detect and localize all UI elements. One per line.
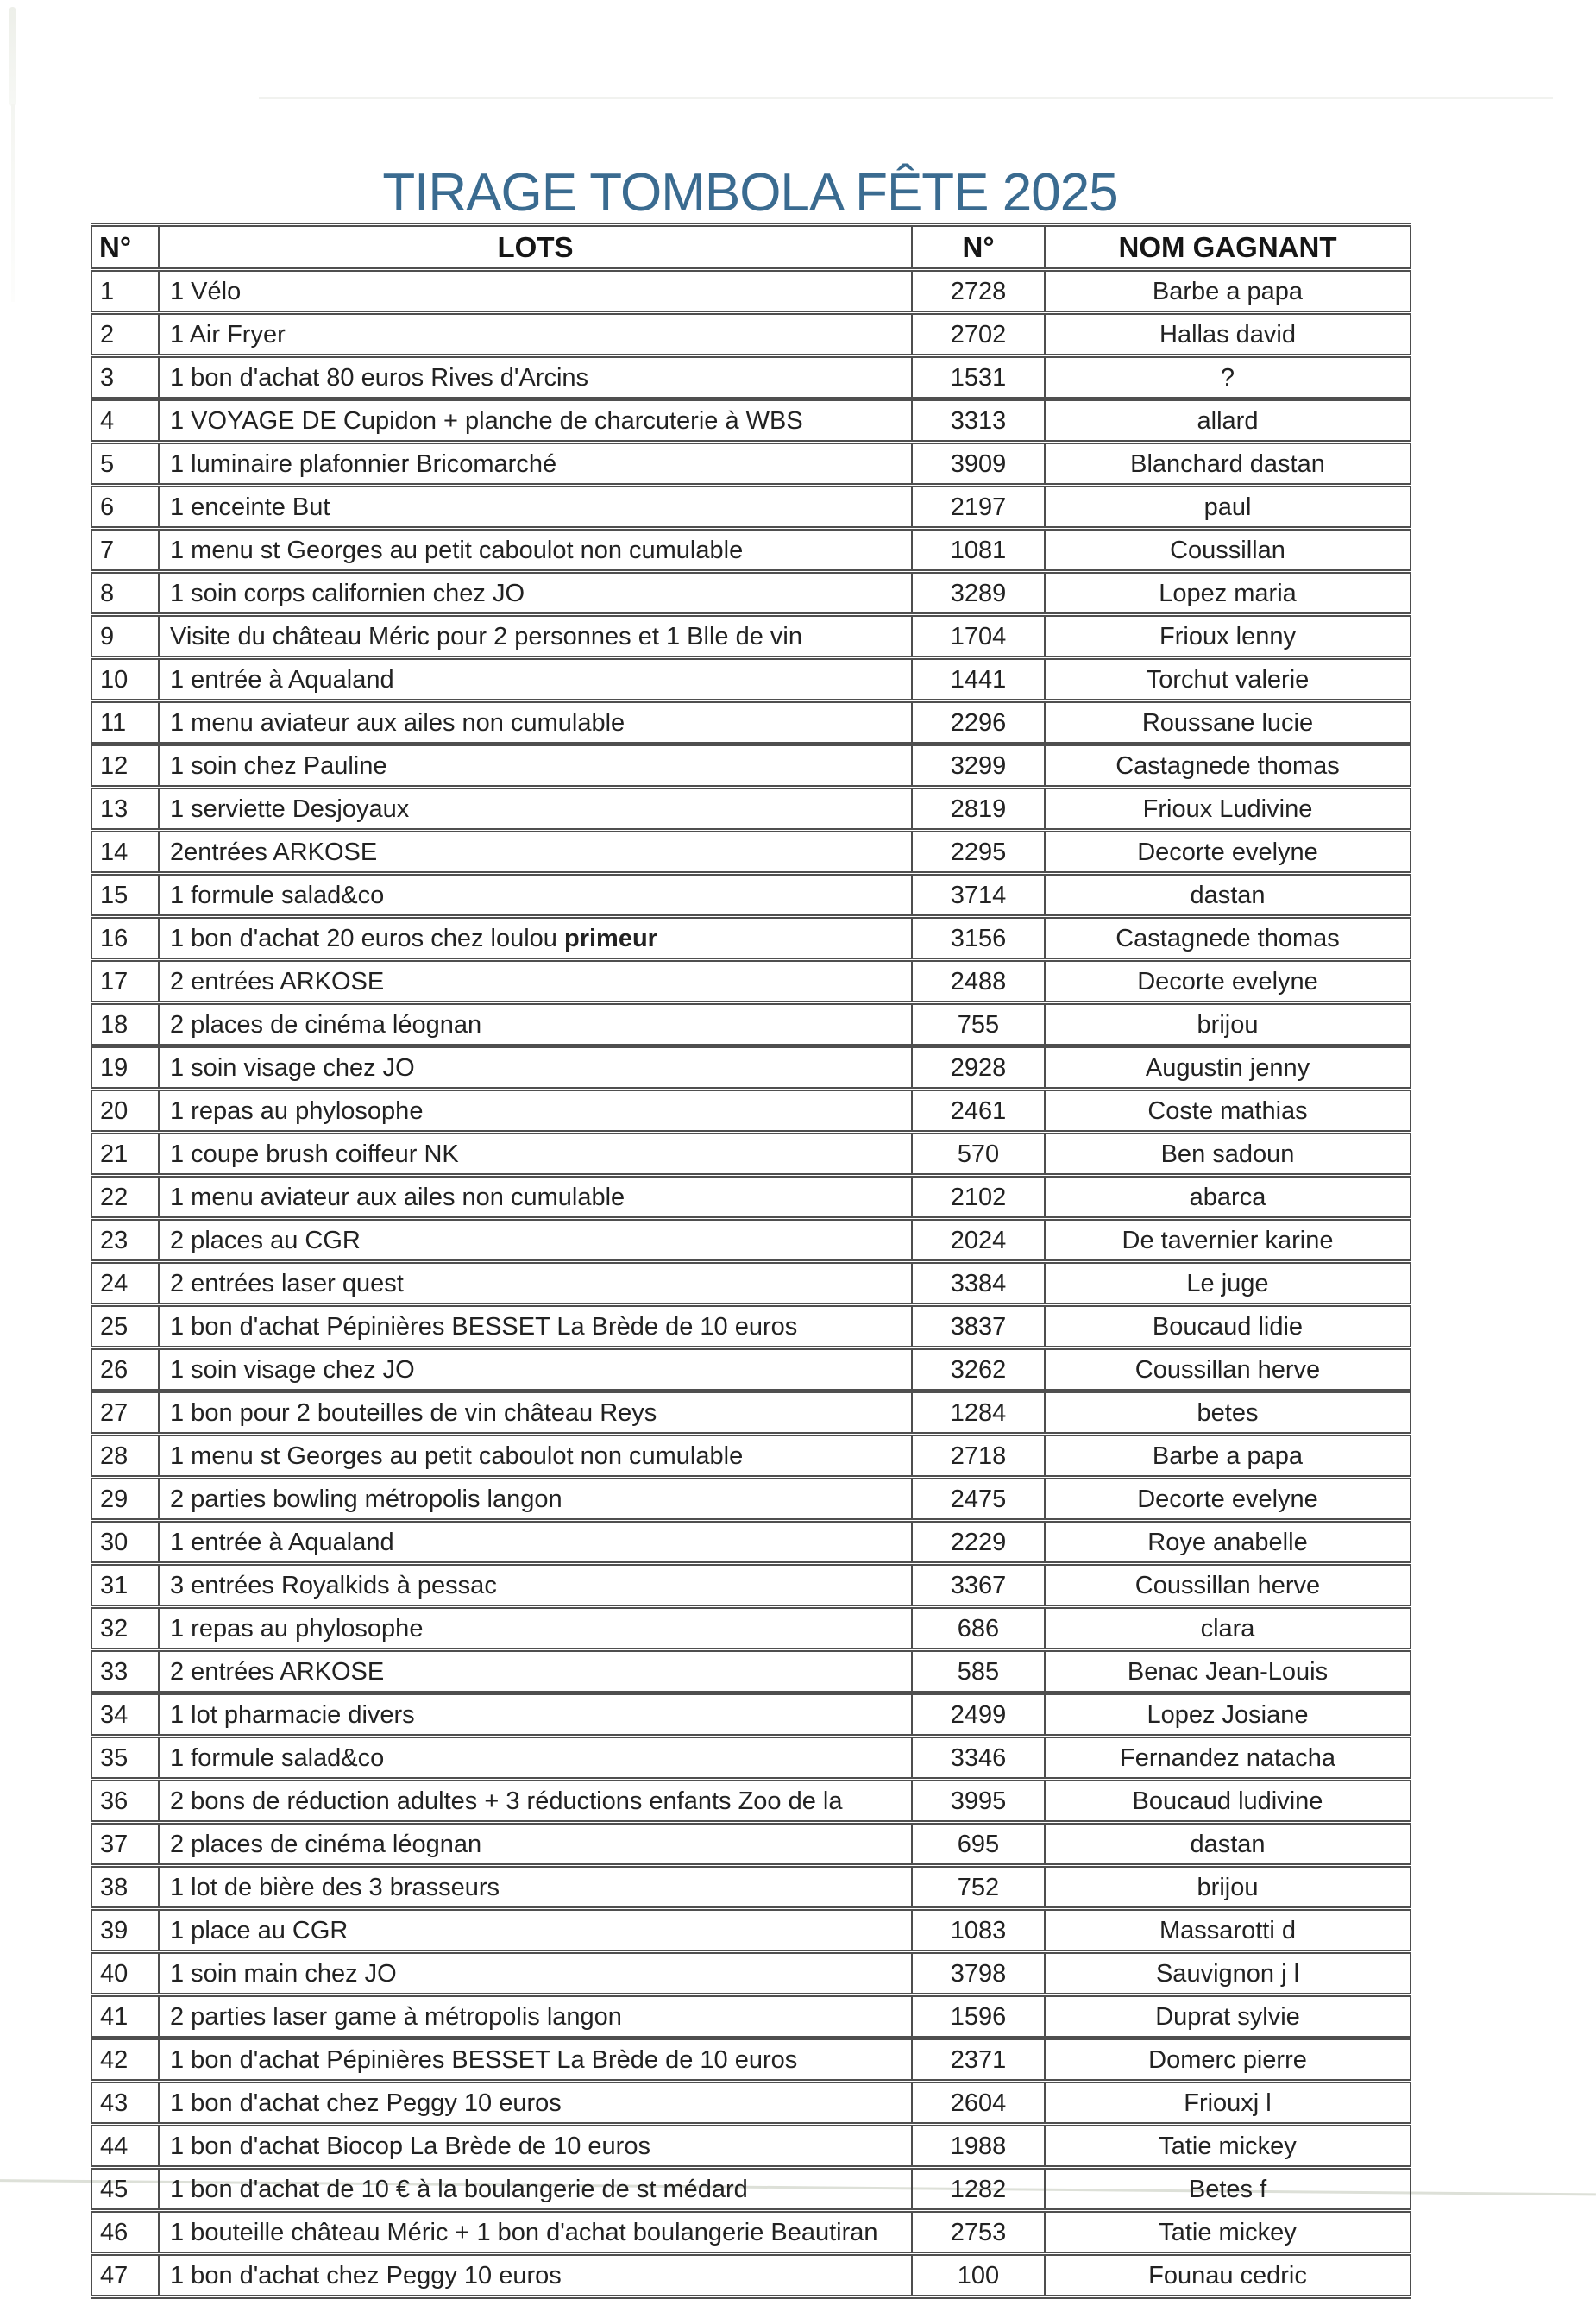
ticket-number-cell: 1083 xyxy=(912,1909,1045,1952)
winner-name-cell: Ben sadoun xyxy=(1045,1133,1411,1176)
row-number-cell: 8 xyxy=(91,572,159,615)
row-number-cell: 24 xyxy=(91,1262,159,1305)
scan-artifact-left-strip-faint xyxy=(11,104,15,302)
table-row xyxy=(91,1866,1411,1909)
winner-name-cell: brijou xyxy=(1045,1866,1411,1909)
winner-name-cell: Coussillan herve xyxy=(1045,1348,1411,1391)
table-row xyxy=(91,443,1411,486)
lot-description-cell: 1 repas au phylosophe xyxy=(159,1090,912,1133)
row-number-cell: 35 xyxy=(91,1737,159,1780)
table-row xyxy=(91,1909,1411,1952)
row-number-cell: 45 xyxy=(91,2168,159,2211)
lot-description-cell: 2entrées ARKOSE xyxy=(159,831,912,874)
ticket-number-cell: 3367 xyxy=(912,1564,1045,1607)
table-row xyxy=(91,788,1411,831)
ticket-number-cell: 2102 xyxy=(912,1176,1045,1219)
ticket-number-cell: 570 xyxy=(912,1133,1045,1176)
lot-description-cell: 1 enceinte But xyxy=(159,486,912,529)
ticket-number-cell: 1081 xyxy=(912,529,1045,572)
ticket-number-cell: 1441 xyxy=(912,658,1045,701)
table-row xyxy=(91,356,1411,399)
table-row xyxy=(91,1521,1411,1564)
lot-description-cell: 1 Air Fryer xyxy=(159,313,912,356)
scan-artifact-left-strip xyxy=(9,7,16,106)
row-number-cell: 41 xyxy=(91,1995,159,2038)
table-row xyxy=(91,1478,1411,1521)
lot-description-cell: 1 Vélo xyxy=(159,270,912,313)
ticket-number-cell: 2296 xyxy=(912,701,1045,744)
table-row xyxy=(91,1133,1411,1176)
lot-description-cell: 1 menu st Georges au petit caboulot non cumulable xyxy=(159,1435,912,1478)
winner-name-cell: brijou xyxy=(1045,1003,1411,1046)
table-row xyxy=(91,1003,1411,1046)
row-number-cell: 47 xyxy=(91,2254,159,2297)
lot-description-cell: 2 bons de réduction adultes + 3 réductions enfants Zoo de la xyxy=(159,1780,912,1823)
winner-name-cell: Duprat sylvie xyxy=(1045,1995,1411,2038)
row-number-cell: 12 xyxy=(91,744,159,788)
row-number-cell: 19 xyxy=(91,1046,159,1090)
table-row xyxy=(91,1564,1411,1607)
ticket-number-cell: 3714 xyxy=(912,874,1045,917)
table-row xyxy=(91,658,1411,701)
ticket-number-cell: 2928 xyxy=(912,1046,1045,1090)
winner-name-cell: Lopez Josiane xyxy=(1045,1693,1411,1737)
winner-name-cell: Sauvignon j l xyxy=(1045,1952,1411,1995)
table-row xyxy=(91,1348,1411,1391)
lot-description-cell: 1 bon d'achat de 10 € à la boulangerie de st médard xyxy=(159,2168,912,2211)
row-number-cell: 18 xyxy=(91,1003,159,1046)
ticket-number-cell: 3995 xyxy=(912,1780,1045,1823)
column-header-row-number: N° xyxy=(91,225,159,270)
ticket-number-cell: 3289 xyxy=(912,572,1045,615)
ticket-number-cell: 2197 xyxy=(912,486,1045,529)
winner-name-cell: Founau cedric xyxy=(1045,2254,1411,2297)
column-header-winner-name: NOM GAGNANT xyxy=(1045,225,1411,270)
ticket-number-cell: 2475 xyxy=(912,1478,1045,1521)
winner-name-cell: clara xyxy=(1045,1607,1411,1650)
row-number-cell: 14 xyxy=(91,831,159,874)
winner-name-cell: paul xyxy=(1045,486,1411,529)
ticket-number-cell: 2753 xyxy=(912,2211,1045,2254)
ticket-number-cell: 2488 xyxy=(912,960,1045,1003)
lot-description-cell: 2 parties bowling métropolis langon xyxy=(159,1478,912,1521)
ticket-number-cell: 1988 xyxy=(912,2125,1045,2168)
row-number-cell: 33 xyxy=(91,1650,159,1693)
row-number-cell: 43 xyxy=(91,2082,159,2125)
row-number-cell: 1 xyxy=(91,270,159,313)
row-number-cell: 15 xyxy=(91,874,159,917)
row-number-cell: 29 xyxy=(91,1478,159,1521)
ticket-number-cell: 3156 xyxy=(912,917,1045,960)
winner-name-cell: Fernandez natacha xyxy=(1045,1737,1411,1780)
table-row xyxy=(91,2211,1411,2254)
lot-description-cell: 1 bon pour 2 bouteilles de vin château Reys xyxy=(159,1391,912,1435)
winner-name-cell: Frioux Ludivine xyxy=(1045,788,1411,831)
winner-name-cell: Massarotti d xyxy=(1045,1909,1411,1952)
lot-description-cell: 1 formule salad&co xyxy=(159,874,912,917)
lot-description-cell: 1 soin main chez JO xyxy=(159,1952,912,1995)
winner-name-cell: De tavernier karine xyxy=(1045,1219,1411,1262)
row-number-cell: 17 xyxy=(91,960,159,1003)
row-number-cell: 20 xyxy=(91,1090,159,1133)
table-row xyxy=(91,1046,1411,1090)
table-row xyxy=(91,529,1411,572)
lot-description-cell: 1 bon d'achat 80 euros Rives d'Arcins xyxy=(159,356,912,399)
winner-name-cell: Augustin jenny xyxy=(1045,1046,1411,1090)
winner-name-cell: Tatie mickey xyxy=(1045,2125,1411,2168)
lot-description-cell: 2 entrées ARKOSE xyxy=(159,960,912,1003)
table-row xyxy=(91,1090,1411,1133)
lot-description-cell: 1 lot pharmacie divers xyxy=(159,1693,912,1737)
winner-name-cell: Roussane lucie xyxy=(1045,701,1411,744)
row-number-cell: 4 xyxy=(91,399,159,443)
lot-description-cell: 2 entrées ARKOSE xyxy=(159,1650,912,1693)
winner-name-cell: Blanchard dastan xyxy=(1045,443,1411,486)
row-number-cell: 13 xyxy=(91,788,159,831)
lot-description-cell: 2 places au CGR xyxy=(159,1219,912,1262)
ticket-number-cell: 3837 xyxy=(912,1305,1045,1348)
table-row xyxy=(91,1391,1411,1435)
row-number-cell: 36 xyxy=(91,1780,159,1823)
table-row xyxy=(91,2082,1411,2125)
winner-name-cell: Barbe a papa xyxy=(1045,270,1411,313)
row-number-cell: 6 xyxy=(91,486,159,529)
table-row xyxy=(91,1737,1411,1780)
row-number-cell: 34 xyxy=(91,1693,159,1737)
table-row xyxy=(91,1305,1411,1348)
ticket-number-cell: 3384 xyxy=(912,1262,1045,1305)
ticket-number-cell: 2461 xyxy=(912,1090,1045,1133)
table-row xyxy=(91,1650,1411,1693)
winner-name-cell: Domerc pierre xyxy=(1045,2038,1411,2082)
winner-name-cell: Decorte evelyne xyxy=(1045,960,1411,1003)
ticket-number-cell: 3262 xyxy=(912,1348,1045,1391)
table-row xyxy=(91,2254,1411,2297)
lot-description-cell: 2 places de cinéma léognan xyxy=(159,1823,912,1866)
row-number-cell: 23 xyxy=(91,1219,159,1262)
table-row xyxy=(91,1435,1411,1478)
winner-name-cell: Le juge xyxy=(1045,1262,1411,1305)
winner-name-cell: Castagnede thomas xyxy=(1045,744,1411,788)
ticket-number-cell: 3346 xyxy=(912,1737,1045,1780)
row-number-cell: 39 xyxy=(91,1909,159,1952)
ticket-number-cell: 2819 xyxy=(912,788,1045,831)
winner-name-cell: Friouxj l xyxy=(1045,2082,1411,2125)
lot-description-cell: 1 bon d'achat Biocop La Brède de 10 euros xyxy=(159,2125,912,2168)
row-number-cell: 32 xyxy=(91,1607,159,1650)
row-number-cell: 10 xyxy=(91,658,159,701)
winner-name-cell: Coussillan xyxy=(1045,529,1411,572)
winner-name-cell: Betes f xyxy=(1045,2168,1411,2211)
table-row xyxy=(91,1780,1411,1823)
winner-name-cell: Hallas david xyxy=(1045,313,1411,356)
winner-name-cell: Frioux lenny xyxy=(1045,615,1411,658)
row-number-cell: 25 xyxy=(91,1305,159,1348)
lot-description-cell: 1 menu aviateur aux ailes non cumulable xyxy=(159,701,912,744)
row-number-cell: 30 xyxy=(91,1521,159,1564)
page-title: TIRAGE TOMBOLA FÊTE 2025 xyxy=(382,163,1118,223)
lot-description-cell: 1 soin chez Pauline xyxy=(159,744,912,788)
table-row xyxy=(91,701,1411,744)
ticket-number-cell: 585 xyxy=(912,1650,1045,1693)
winner-name-cell: Tatie mickey xyxy=(1045,2211,1411,2254)
ticket-number-cell: 2499 xyxy=(912,1693,1045,1737)
row-number-cell: 16 xyxy=(91,917,159,960)
ticket-number-cell: 686 xyxy=(912,1607,1045,1650)
ticket-number-cell: 100 xyxy=(912,2254,1045,2297)
lot-description-cell: 1 menu st Georges au petit caboulot non cumulable xyxy=(159,529,912,572)
ticket-number-cell: 2024 xyxy=(912,1219,1045,1262)
row-number-cell: 42 xyxy=(91,2038,159,2082)
lot-description-bold-part: primeur xyxy=(563,925,657,952)
ticket-number-cell: 3299 xyxy=(912,744,1045,788)
ticket-number-cell: 752 xyxy=(912,1866,1045,1909)
row-number-cell: 7 xyxy=(91,529,159,572)
lot-description-cell: 1 VOYAGE DE Cupidon + planche de charcuterie à WBS xyxy=(159,399,912,443)
winner-name-cell: Benac Jean-Louis xyxy=(1045,1650,1411,1693)
winner-name-cell: Decorte evelyne xyxy=(1045,831,1411,874)
lot-description-cell: 1 formule salad&co xyxy=(159,1737,912,1780)
lot-description-cell: 1 menu aviateur aux ailes non cumulable xyxy=(159,1176,912,1219)
lot-description-cell: 1 repas au phylosophe xyxy=(159,1607,912,1650)
ticket-number-cell: 3313 xyxy=(912,399,1045,443)
ticket-number-cell: 2702 xyxy=(912,313,1045,356)
lot-description-cell: 1 luminaire plafonnier Bricomarché xyxy=(159,443,912,486)
scan-artifact-top-line xyxy=(259,97,1553,99)
ticket-number-cell: 2229 xyxy=(912,1521,1045,1564)
row-number-cell: 11 xyxy=(91,701,159,744)
table-row xyxy=(91,917,1411,960)
table-row xyxy=(91,572,1411,615)
table-row xyxy=(91,1693,1411,1737)
ticket-number-cell: 1596 xyxy=(912,1995,1045,2038)
row-number-cell: 22 xyxy=(91,1176,159,1219)
lot-description-cell: 2 entrées laser quest xyxy=(159,1262,912,1305)
table-row xyxy=(91,486,1411,529)
row-number-cell: 37 xyxy=(91,1823,159,1866)
lot-description-cell: 1 bon d'achat Pépinières BESSET La Brède de 10 euros xyxy=(159,1305,912,1348)
row-number-cell: 40 xyxy=(91,1952,159,1995)
table-row xyxy=(91,2168,1411,2211)
lot-description-cell: Visite du château Méric pour 2 personnes et 1 Blle de vin xyxy=(159,615,912,658)
table-row xyxy=(91,1262,1411,1305)
column-header-ticket-number: N° xyxy=(912,225,1045,270)
ticket-number-cell: 1704 xyxy=(912,615,1045,658)
winner-name-cell: Coussillan herve xyxy=(1045,1564,1411,1607)
ticket-number-cell: 695 xyxy=(912,1823,1045,1866)
lot-description-cell: 1 place au CGR xyxy=(159,1909,912,1952)
table-header xyxy=(91,225,1411,270)
winner-name-cell: dastan xyxy=(1045,874,1411,917)
lot-description-cell: 1 soin corps californien chez JO xyxy=(159,572,912,615)
winner-name-cell: allard xyxy=(1045,399,1411,443)
winner-name-cell: Boucaud ludivine xyxy=(1045,1780,1411,1823)
lots-table-body xyxy=(91,270,1411,2297)
winner-name-cell: abarca xyxy=(1045,1176,1411,1219)
lot-description-cell: 1 bon d'achat chez Peggy 10 euros xyxy=(159,2254,912,2297)
row-number-cell: 21 xyxy=(91,1133,159,1176)
table-row xyxy=(91,1952,1411,1995)
table-row xyxy=(91,960,1411,1003)
ticket-number-cell: 2728 xyxy=(912,270,1045,313)
row-number-cell: 38 xyxy=(91,1866,159,1909)
winner-name-cell: Torchut valerie xyxy=(1045,658,1411,701)
winner-name-cell: Roye anabelle xyxy=(1045,1521,1411,1564)
table-row xyxy=(91,2038,1411,2082)
table-row xyxy=(91,399,1411,443)
table-row xyxy=(91,874,1411,917)
lot-description-cell: 1 entrée à Aqualand xyxy=(159,1521,912,1564)
lot-description-cell: 1 coupe brush coiffeur NK xyxy=(159,1133,912,1176)
row-number-cell: 3 xyxy=(91,356,159,399)
table-row xyxy=(91,1823,1411,1866)
lot-description-cell: 1 bon d'achat chez Peggy 10 euros xyxy=(159,2082,912,2125)
lot-description-cell: 1 bon d'achat 20 euros chez loulou primeur xyxy=(159,917,912,960)
lot-description-cell: 1 bouteille château Méric + 1 bon d'achat boulangerie Beautiran xyxy=(159,2211,912,2254)
lot-description-cell: 1 soin visage chez JO xyxy=(159,1046,912,1090)
winner-name-cell: dastan xyxy=(1045,1823,1411,1866)
table-row xyxy=(91,1219,1411,1262)
table-row xyxy=(91,1176,1411,1219)
table-row xyxy=(91,831,1411,874)
lot-description-cell: 1 soin visage chez JO xyxy=(159,1348,912,1391)
winner-name-cell: Decorte evelyne xyxy=(1045,1478,1411,1521)
table-header-row xyxy=(91,225,1411,270)
table-row xyxy=(91,313,1411,356)
row-number-cell: 5 xyxy=(91,443,159,486)
lot-description-cell: 2 parties laser game à métropolis langon xyxy=(159,1995,912,2038)
winner-name-cell: Coste mathias xyxy=(1045,1090,1411,1133)
table-row xyxy=(91,1995,1411,2038)
winner-name-cell: betes xyxy=(1045,1391,1411,1435)
row-number-cell: 26 xyxy=(91,1348,159,1391)
lot-description-cell: 1 serviette Desjoyaux xyxy=(159,788,912,831)
table-row xyxy=(91,615,1411,658)
ticket-number-cell: 2604 xyxy=(912,2082,1045,2125)
ticket-number-cell: 2371 xyxy=(912,2038,1045,2082)
ticket-number-cell: 3909 xyxy=(912,443,1045,486)
tombola-results-table xyxy=(91,223,1411,2299)
ticket-number-cell: 755 xyxy=(912,1003,1045,1046)
lot-description-cell: 1 lot de bière des 3 brasseurs xyxy=(159,1866,912,1909)
row-number-cell: 44 xyxy=(91,2125,159,2168)
ticket-number-cell: 1282 xyxy=(912,2168,1045,2211)
winner-name-cell: Castagnede thomas xyxy=(1045,917,1411,960)
lot-description-cell: 3 entrées Royalkids à pessac xyxy=(159,1564,912,1607)
table-row xyxy=(91,2125,1411,2168)
row-number-cell: 9 xyxy=(91,615,159,658)
row-number-cell: 2 xyxy=(91,313,159,356)
column-header-lots: LOTS xyxy=(159,225,912,270)
table-row xyxy=(91,1607,1411,1650)
row-number-cell: 27 xyxy=(91,1391,159,1435)
row-number-cell: 31 xyxy=(91,1564,159,1607)
row-number-cell: 28 xyxy=(91,1435,159,1478)
winner-name-cell: Lopez maria xyxy=(1045,572,1411,615)
table-row xyxy=(91,270,1411,313)
row-number-cell: 46 xyxy=(91,2211,159,2254)
ticket-number-cell: 2718 xyxy=(912,1435,1045,1478)
ticket-number-cell: 1531 xyxy=(912,356,1045,399)
ticket-number-cell: 1284 xyxy=(912,1391,1045,1435)
ticket-number-cell: 3798 xyxy=(912,1952,1045,1995)
winner-name-cell: Boucaud lidie xyxy=(1045,1305,1411,1348)
ticket-number-cell: 2295 xyxy=(912,831,1045,874)
winner-name-cell: Barbe a papa xyxy=(1045,1435,1411,1478)
lot-description-cell: 1 bon d'achat Pépinières BESSET La Brède de 10 euros xyxy=(159,2038,912,2082)
lot-description-cell: 1 entrée à Aqualand xyxy=(159,658,912,701)
lot-description-cell: 2 places de cinéma léognan xyxy=(159,1003,912,1046)
table-row xyxy=(91,744,1411,788)
winner-name-cell: ? xyxy=(1045,356,1411,399)
